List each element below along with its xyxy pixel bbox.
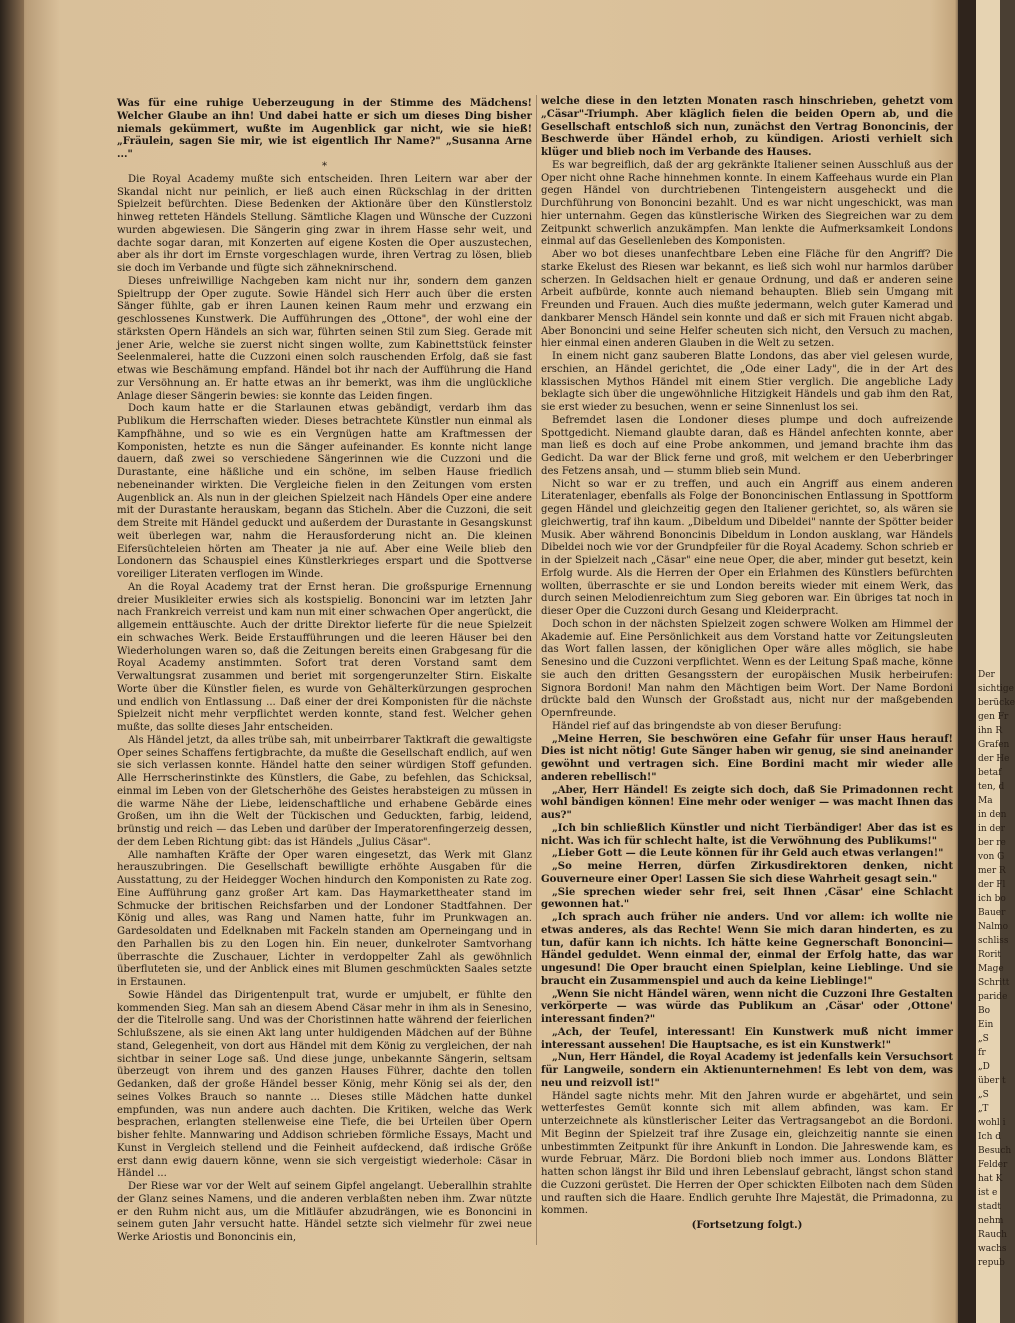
facing-page-fragment: über t <box>978 1076 1006 1086</box>
dialogue-line: „Wenn Sie nicht Händel wären, wenn nicht die Cuzzoni Ihre Gestalten verkörperte — was würde das Publikum an ‚Cäsar' oder ‚Ottone' interessant finden?" <box>541 988 953 1025</box>
paragraph: Doch schon in der nächsten Spielzeit zogen schwere Wolken am Himmel der Akademie auf. Eine Persönlichkeit aus dem Vorstand hatte vor Zeitungsleuten das Wort fallen lassen, der königlichen Oper wäre alles möglich, sie habe Senesino und die Cuzzoni verpflichtet. Wenn es der Leitung Spaß mache, könne sie auch den dritten Gesangsstern der europäischen Musik herbeirufen: Signora Bordoni! Man nahm den Mächtigen beim Wort. Der Name Bordoni drückte bald den Wunsch der Großstadt aus, nicht nur der maßgebenden Opernfreunde. <box>541 618 953 719</box>
facing-page-fragment: Ein <box>978 1020 994 1030</box>
facing-page-fragment: in den <box>978 810 1007 820</box>
facing-page-fragment: Ma <box>978 796 993 806</box>
facing-page-fragment: Bo <box>978 1006 991 1016</box>
continuation-note: (Fortsetzung folgt.) <box>691 1220 803 1231</box>
facing-page-edge <box>976 0 1015 1323</box>
facing-page-fragment: ist e <box>978 1188 998 1198</box>
paragraph: Händel sagte nichts mehr. Mit den Jahren wurde er abgehärtet, und sein wetterfestes Gemüt konnte sich mit allem abfinden, was kam. Er unterzeichnete als künstlerischer Leiter das Vertragsangebot an die Bordoni. Mit Beginn der Spielzeit traf ihre Zusage ein, gleichzeitig nannte sie einen unbestimmten Zeitpunkt für ihre Ankunft in London. Die Jahreswende kam, es wurde Februar, März. Die Bordoni blieb noch immer aus. Londons Blätter hatten schon längst ihr Bild und ihren Lebenslauf gebracht, längst schon stand die Cuzzoni gerüstet. Die Herren der Oper schickten Eilboten nach dem Süden und rauften sich die Haare. Endlich geruhte Ihre Majestät, die Primadonna, zu kommen. <box>541 1090 953 1217</box>
facing-page-fragment: paride <box>978 992 1008 1002</box>
facing-page-fragment: wohl i <box>978 1118 1006 1128</box>
facing-page-fragment: wachs <box>978 1244 1007 1254</box>
paragraph: Was für eine ruhige Ueberzeugung in der Stimme des Mädchens! Welcher Glaube an ihn! Und dabei hatte er sich um dieses Ding bisher niemals gekümmert, wußte im Augenblick gar nicht, wie sie hieß! „Fräulein, sagen Sie mir, wie ist eigentlich Ihr Name?" „Susanna Arne ..." <box>117 98 532 160</box>
facing-page-fragment: fr <box>978 1048 986 1058</box>
column-rule <box>536 95 537 1245</box>
facing-page-fragment: gen Fr <box>978 712 1009 722</box>
facing-page-fragment: „S <box>978 1090 989 1100</box>
facing-page-fragment: von G <box>978 852 1005 862</box>
facing-page-fragment: berücke <box>978 698 1015 708</box>
binding-gutter <box>0 0 24 1323</box>
dialogue-line: „Aber, Herr Händel! Es zeigte sich doch, daß Sie Primadonnen recht wohl bändigen können! Eine mehr oder weniger — was macht Ihnen das aus?" <box>541 784 953 821</box>
facing-page-fragment: ten, d <box>978 782 1005 792</box>
facing-page-fragment: schliss <box>978 936 1009 946</box>
facing-page-fragment: repub <box>978 1258 1005 1268</box>
facing-page-fragment: „S <box>978 1034 989 1044</box>
dialogue-line: „So meine Herren, dürfen Zirkusdirektoren denken, nicht Gouverneure einer Oper! Lassen Sie sich diese Wahrheit gesagt sein." <box>541 861 953 885</box>
facing-page-fragment: Grafen <box>978 740 1010 750</box>
dialogue-line: „Lieber Gott — die Leute können für ihr Geld auch etwas verlangen!" <box>552 848 944 860</box>
paragraph: welche diese in den letzten Monaten rasch hinschrieben, gehetzt vom „Cäsar"-Triumph. Aber kläglich fielen die beiden Opern ab, und die Gesellschaft entschloß sich nun, zunächst den Vertrag Bononcinis, der Beschwerde über Händel erhob, zu kündigen. Ariosti verhielt sich klüger und blieb noch im Verbande des Hauses. <box>541 96 953 158</box>
dialogue-line: „Ich bin schließlich Künstler und nicht Tierbändiger! Aber das ist es nicht. Was ich für schlecht halte, ist die Verwöhnung des Publikums!" <box>541 822 953 847</box>
facing-page-fragment: nehm <box>978 1216 1004 1226</box>
facing-page-fragment: ich bo <box>978 894 1006 904</box>
facing-page-fragment: in der <box>978 824 1005 834</box>
facing-page-fragment: betaf <box>978 768 1002 778</box>
facing-page-fragment: sichtige <box>978 684 1014 694</box>
paragraph: In einem nicht ganz sauberen Blatte Londons, das aber viel gelesen wurde, erschien, an Händel gerichtet, die „Ode einer Lady", die in der Art des klassischen Mythos Händel mit einem Stier verglich. Die angebliche Lady beklagte sich über die ungewöhnliche Hitzigkeit Händels und gab ihm den Rat, sie erst wieder zu besuchen, wenn er seine Sinnenlust los sei. <box>541 351 953 413</box>
facing-page-fragment: Mage <box>978 964 1004 974</box>
paragraph: Alle namhaften Kräfte der Oper waren eingesetzt, das Werk mit Glanz herauszubringen. Die Gesellschaft bewilligte erhöhte Ausgaben für die Ausstattung, zu der Heidegger Wochen hindurch den Komponisten zu Rate zog. Eine Aufführung ganz großer Art kam. Das Haymarkettheater stand im Schmucke der britischen Reichsfarben und der Londoner Stadtfahnen. Der König und alles, was Rang und Namen hatte, fuhr im Prunkwagen an. Gardesoldaten und Edelknaben mit Fackeln standen am Operneingang und in den Parhallen bis zu den Logen hin. Ein neuer, dunkelroter Samtvorhang überraschte die Zuschauer, Lichter in verdoppelter Zahl als gewöhnlich überfluteten sie, und der Anblick eines mit Blumen geschmückten Saales setzte in Erstaunen. <box>117 849 532 988</box>
left-text-column <box>117 98 532 1245</box>
facing-page-fragment: „T <box>978 1104 989 1114</box>
dialogue-line: „Ich sprach auch früher nie anders. Und vor allem: ich wollte nie etwas anderes, als das Rechte! Wenn Sie mich daran hinderten, es zu tun, dafür kann ich nichts. Ich hätte keine Gegnerschaft Bononcini—Händel geduldet. Wenn einmal der, einmal der Erfolg hatte, das war ungesund! Die Oper braucht einen Spielplan, keine Lieblinge. Und sie braucht ein Zusammenspiel und auch da keine Lieblinge!" <box>541 912 953 987</box>
facing-page-fragment: Rorit <box>978 950 1001 960</box>
paragraph: Befremdet lasen die Londoner dieses plumpe und doch aufreizende Spottgedicht. Niemand glaubte daran, daß es Händel anfechten konnte, aber man ließ es doch auf eine Probe ankommen, und jemand brachte ihm das Gedicht. Da war der Blick ferne und groß, mit welchem er den Ueberbringer des Fetzens ansah, und — stumm blieb sein Mund. <box>541 414 953 477</box>
dialogue-line: „Meine Herren, Sie beschwören eine Gefahr für unser Haus herauf! Dies ist nicht nötig! Gute Sänger haben wir genug, sie sind aneinander gewöhnt und vertragen sich. Eine Bordini macht mir wieder alle anderen rebellisch!" <box>541 733 953 783</box>
paragraph: Aber wo bot dieses unanfechtbare Leben eine Fläche für den Angriff? Die starke Ekelust des Riesen war bekannt, es ließ sich wohl nur harmlos darüber scherzen. In Geldsachen hielt er genaue Ordnung, und daß er anderen seine Arbeit aufbürde, konnte auch niemand behaupten. Blieb sein Umgang mit Freunden und Frauen. Auch dies mußte jedermann, welch guter Kamerad und dankbarer Mensch Händel sein konnte und daß er sich mit Frauen nicht abgab. Aber Bononcini und seine Helfer scheuten sich nicht, den Versuch zu machen, hier einmal einen anderen Glauben in die Welt zu setzen. <box>541 249 953 350</box>
facing-page-fragment: Besuch <box>978 1146 1012 1156</box>
facing-page-fragment: Bauer <box>978 908 1006 918</box>
paragraph: Händel rief auf das bringendste ab von dieser Berufung: <box>552 720 842 732</box>
facing-page-fragment: ihn R <box>978 726 1003 736</box>
paragraph: Der Riese war vor der Welt auf seinem Gipfel angelangt. Ueberallhin strahlte der Glanz seines Namens, und die anderen verblaßten neben ihm. Zwar nützte er den Ruhm nicht aus, um die Mitläufer abzudrängen, wie es Bononcini in seinem guten Jahr versucht hatte. Händel setzte sich vielmehr für zwei neue Werke Ariostis und Bononcinis ein, <box>117 1181 532 1243</box>
dialogue-line: „Ach, der Teufel, interessant! Ein Kunstwerk muß nicht immer interessant aussehen! Die Hauptsache, es ist ein Kunstwerk!" <box>541 1026 953 1051</box>
facing-page-fragment: Nalmo <box>978 922 1009 932</box>
facing-page-fragment: Der <box>978 670 995 680</box>
paragraph: Nicht so war er zu treffen, und auch ein Angriff aus einem anderen Literatenlager, ebenfalls als Folge der Bononcinischen Entlassung in Spottform gegen Händel und gleichzeitig gegen den Italiener gerichtet, so, als wären sie gleichwertig, traf ihn kaum. „Dibeldum und Dibeldei" nannte der Spötter beider Musik. Aber während Bononcinis Dibeldum in London ausklang, war Händels Dibeldei noch wie vor der Grundpfeiler für die Royal Academy. Schon schrieb er in der Spielzeit nach „Cäsar" eine neue Oper, die aber, minder gut besetzt, kein Erfolg wurde. Als die Herren der Oper ein Erlahmen des Künstlers befürchten wollten, überraschte er sie und London bereits wieder mit einem Werk, das durch seinen Melodienreichtum zum Sieg geboren war. Ein übriges tat noch in dieser Oper die Cuzzoni durch Gesang und Kleiderpracht. <box>541 478 953 617</box>
dialogue-line: „Sie sprechen wieder sehr frei, seit Ihnen ‚Cäsar' eine Schlacht gewonnen hat." <box>541 886 953 911</box>
dialogue-line: „Nun, Herr Händel, die Royal Academy ist jedenfalls kein Versuchsort für Langweile, sondern ein Aktienunternehmen! Es lebt von dem, was neu und reizvoll ist!" <box>541 1052 953 1089</box>
facing-page-fragment: mer R <box>978 866 1006 876</box>
paragraph: Sowie Händel das Dirigentenpult trat, wurde er umjubelt, er fühlte den kommenden Sieg. Man sah an diesem Abend Cäsar mehr in ihm als in Senesino, der die Titelrolle sang. Und was der Choristinnen hatte während der feierlichen Schlußszene, als sie einen Akt lang unter huldigenden Mädchen auf der Bühne stand, Gelegenheit, von dort aus Händel mit dem König zu vergleichen, der nah sichtbar in seiner Loge saß. Und diese junge, unbekannte Sängerin, seltsam überzeugt von ihrem und des ganzen Hauses Führer, dachte den tollen Gedanken, daß der große Händel besser König, mehr König sei als der, den seines Volkes Brauch so nannte ... Dieses stille Mädchen hatte dunkel empfunden, was nun andere auch dachten. Die Kritiken, welche das Werk besprachen, erlangten stellenweise eine Tiefe, die bei Urteilen über Opern bisher fehlte. Mannwaring und Addison schrieben förmliche Essays, Macht und Kunst in Vergleich stellend und die Feinheit aufdeckend, daß irdische Größe erst dann ewig dauern könne, wenn sie sich vergeistigt wiederhole: Cäsar in Händel ... <box>117 989 532 1180</box>
facing-page-fragment: hat K <box>978 1174 1003 1184</box>
paragraph: Doch kaum hatte er die Starlaunen etwas gebändigt, verdarb ihm das Publikum die Herrschaften wieder. Dieses betrachtete Künstler nun einmal als Kampfhähne, und so wie es ein Vergnügen hatte am Kraftmessen der Komponisten, hetzte es nun die Sänger aufeinander. Es konnte nicht lange dauern, daß zwei so verschiedene Sängerinnen wie die Cuzzoni und die Durastante, eine häßliche und ein schöne, im selben Hause friedlich nebeneinander wirkten. Die Vergleiche fielen in den Zeitungen vom ersten Augenblick an. Als nun in der gleichen Spielzeit nach Händels Oper eine andere mit der Durastante herauskam, begann das Sticheln. Aber die Cuzzoni, die seit dem Streite mit Händel geduckt und außerdem der Durastante in Gesangskunst weit überlegen war, nahm die Herausforderung nicht an. Die kleinen Eifersüchteleien hörten am Theater ja nie auf. Aber eine Weile blieb den Londonern das Schauspiel eines Künstlerkrieges erspart und die Spottverse voreiliger Literaten verflogen im Winde. <box>117 403 532 580</box>
paragraph: Die Royal Academy mußte sich entscheiden. Ihren Leitern war aber der Skandal nicht nur peinlich, er ließ auch einen Rückschlag in der dritten Spielzeit befürchten. Diese Bedenken der Aktionäre über den Künstlerstolz hinweg retteten Händels Stellung. Sämtliche Klagen und Wünsche der Cuzzoni wurden abgewiesen. Die Sängerin ging zwar in ihrem Hasse sehr weit, und dachte sogar daran, mit Konzerten auf eigene Kosten die Oper auszustechen, aber als ihr dort im Ernste vorgeschlagen wurde, ihren Vertrag zu lösen, blieb sie doch im Verbande und fügte sich zähneknirschend. <box>117 173 532 274</box>
facing-page-fragment: der Fl <box>978 880 1006 890</box>
facing-page-fragment: „D <box>978 1062 990 1072</box>
paragraph: Als Händel jetzt, da alles trübe sah, mit unbeirrbarer Taktkraft die gewaltigste Oper seines Schaffens fertigbrachte, da mußte die Gesellschaft endlich, auf wen sie sich verlassen konnte. Händel hatte den seiner würdigen Stoff gefunden. Alle Herrscherinstinkte des Künstlers, die Gabe, zu befehlen, das Schicksal, einmal im Leben von der Gletscherhöhe des Geistes herabsteigen zu müssen in die warme Nähe der Liebe, leidenschaftliche und erhabene Gebärde eines Großen, um ihn die Welt der Tückischen und Geduckten, farbig, leidend, brünstig und reich — das Leben und darüber der Imperatorenfingerzeig dessen, der dem Leben Richtung gibt: das ist Händels „Julius Cäsar". <box>117 734 532 848</box>
paragraph: An die Royal Academy trat der Ernst heran. Die großspurige Ernennung dreier Musikleiter erwies sich als kostspielig. Bononcini war im letzten Jahr nach Frankreich verreist und kam nun mit einer schwachen Oper angerückt, die allgemein enttäuschte. Auch der dritte Direktor lieferte für die neue Spielzeit ein schwaches Werk. Beide Erstaufführungen und die leeren Häuser bei den Wiederholungen waren so, daß die Zeitungen bereits einen Grabgesang für die Royal Academy anstimmten. Sofort trat deren Vorstand samt dem Verwaltungsrat zusammen und beriet mit sorgengerunzelter Stirn. Eiskalte Worte über die Künstler fielen, es wurde von Gehälterkürzungen gesprochen und endlich von Entlassung ... Daß einer der drei Komponisten für die nächste Spielzeit nicht mehr verpflichtet werden konnte, stand fest. Welcher gehen mußte, das sollte dieses Jahr entscheiden. <box>117 581 532 733</box>
facing-page-fragment: Schritt <box>978 978 1010 988</box>
section-divider: * <box>322 160 327 172</box>
paragraph: Es war begreiflich, daß der arg gekränkte Italiener seinen Ausschluß aus der Oper nicht ohne Rache hinnehmen konnte. In einem Kaffeehaus wurde ein Plan gegen Händel von durchtriebenen Tintengeistern ausgeheckt und die Durchführung von Bononcini bezahlt. Und es war nicht ungeschickt, was man hier unternahm. Gegen das künstlerische Wirken des Siegreichen war zu dem Zeitpunkt schwerlich anzukämpfen. Man lenkte die Aufmerksamkeit Londons einmal auf das Gesellenleben des Komponisten. <box>541 159 953 248</box>
facing-page-fragment: Felder <box>978 1160 1008 1170</box>
right-text-column <box>541 96 953 1233</box>
facing-page-fragment: stadt <box>978 1202 1001 1212</box>
facing-page-fragment: ber re <box>978 838 1006 848</box>
facing-page-fragment: Rauch <box>978 1230 1007 1240</box>
facing-page-fragment: der He <box>978 754 1010 764</box>
book-spine <box>958 0 976 1323</box>
paragraph: Dieses unfreiwillige Nachgeben kam nicht nur ihr, sondern dem ganzen Spieltrupp der Oper zugute. Sowie Händel sich Herr auch über die ersten Sänger fühlte, gab er ihren Launen keinen Raum mehr und erzwang ein geschlossenes Kunstwerk. Die Aufführungen des „Ottone", der wohl eine der stärksten Opern Händels an sich war, führten seinen Stil zum Sieg. Gerade mit jener Arie, welche sie zuerst nicht singen wollte, zum Kabinettstück feinster Seelenmalerei, hatte die Cuzzoni einen solch rauschenden Erfolg, daß sie fast etwas wie Beschämung empfand. Händel bot ihr nach der Aufführung die Hand zur Versöhnung an. Er hatte etwas an ihr bemerkt, was ihm die unglückliche Anlage dieser Sängerin bewies: sie konnte das Leiden fingen. <box>117 275 532 402</box>
facing-page-fragment: Ich d <box>978 1132 1002 1142</box>
